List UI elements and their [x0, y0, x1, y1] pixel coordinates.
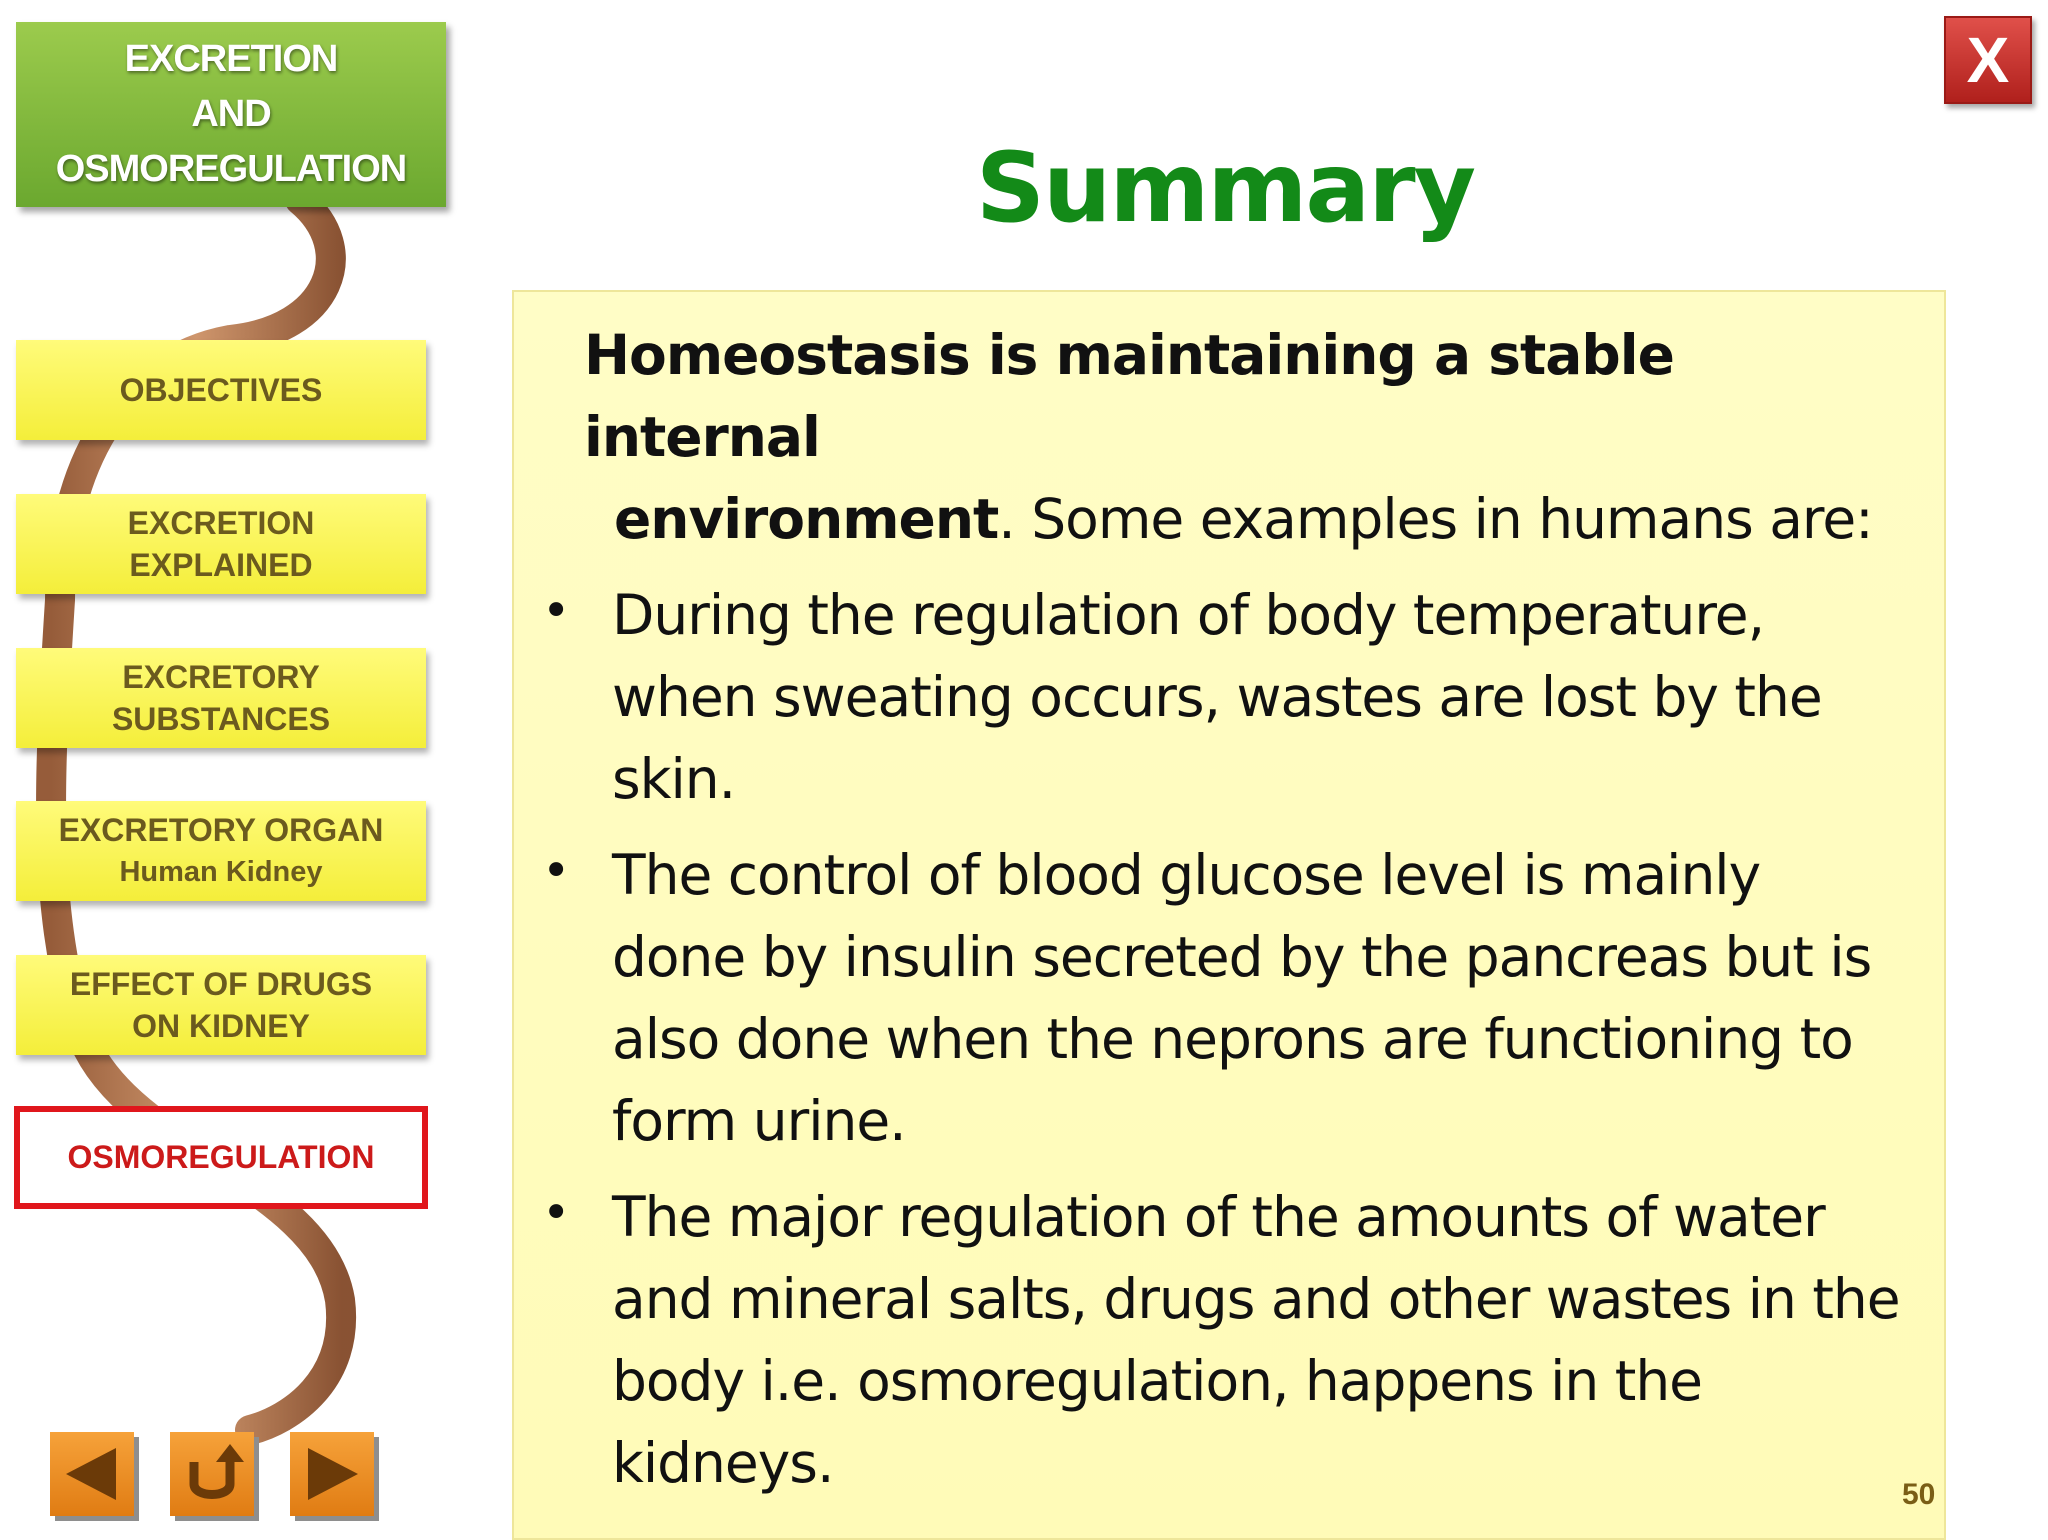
page-number: 50: [1902, 1478, 1936, 1511]
nav-osmoregulation-label: OSMOREGULATION: [67, 1139, 375, 1175]
intro-paragraph: [584, 314, 1904, 560]
nav-osmoregulation-button[interactable]: [14, 1106, 428, 1209]
intro-rest-line: [584, 478, 1904, 560]
triangle-right-icon: [290, 1432, 374, 1516]
bullet-item: • The control of blood glucose level is mainly done by insulin secreted by the pancreas but is also done when the neprons are functioning to form urine.: [612, 834, 1904, 1162]
intro-bold-text-2: environment: [614, 487, 999, 551]
nav-excretory-organ-button[interactable]: [16, 801, 426, 901]
return-arrow-icon: [170, 1432, 254, 1516]
bullet-item: • During the regulation of body temperature, when sweating occurs, wastes are lost by the skin.: [612, 574, 1904, 820]
nav-excretion-explained-button[interactable]: [16, 494, 426, 594]
nav-objectives-button[interactable]: [16, 340, 426, 440]
app-title: [16, 22, 446, 207]
app-title-line-3: OSMOREGULATION: [55, 148, 407, 190]
next-button[interactable]: [290, 1432, 374, 1516]
nav-excretion-explained-label-1: EXCRETION: [127, 505, 315, 541]
nav-excretory-organ-sublabel: Human Kidney: [119, 856, 323, 888]
nav-objectives-label: OBJECTIVES: [119, 372, 323, 408]
nav-effect-of-drugs-button[interactable]: [16, 955, 426, 1055]
content-panel: [512, 290, 1946, 1540]
nav-excretory-substances-label-1: EXCRETORY: [122, 659, 320, 695]
return-button[interactable]: [170, 1432, 254, 1516]
close-icon: X: [1966, 24, 2010, 96]
bullet-item: • The major regulation of the amounts of water and mineral salts, drugs and other wastes in the body i.e. osmoregulation, happens in the kidneys.: [612, 1176, 1904, 1504]
slide-title: Summary: [975, 132, 1475, 244]
triangle-left-icon: [50, 1432, 134, 1516]
nav-effect-of-drugs-label-2: ON KIDNEY: [132, 1008, 310, 1044]
nav-excretion-explained-label-2: EXPLAINED: [129, 547, 313, 583]
app-title-line-1: EXCRETION: [124, 38, 338, 80]
nav-effect-of-drugs-label-1: EFFECT OF DRUGS: [69, 966, 373, 1002]
nav-excretory-organ-label: EXCRETORY ORGAN: [58, 812, 384, 848]
intro-bold-text-1: Homeostasis is maintaining a stable internal: [584, 323, 1674, 469]
nav-excretory-substances-label-2: SUBSTANCES: [111, 701, 331, 737]
ribbon-decoration: [0, 0, 460, 1536]
prev-button[interactable]: [50, 1432, 134, 1516]
nav-excretory-substances-button[interactable]: [16, 648, 426, 748]
close-button[interactable]: [1944, 16, 2032, 104]
app-title-line-2: AND: [191, 93, 271, 135]
content-text: [514, 292, 1944, 1504]
intro-rest-text: . Some examples in humans are:: [998, 487, 1873, 551]
